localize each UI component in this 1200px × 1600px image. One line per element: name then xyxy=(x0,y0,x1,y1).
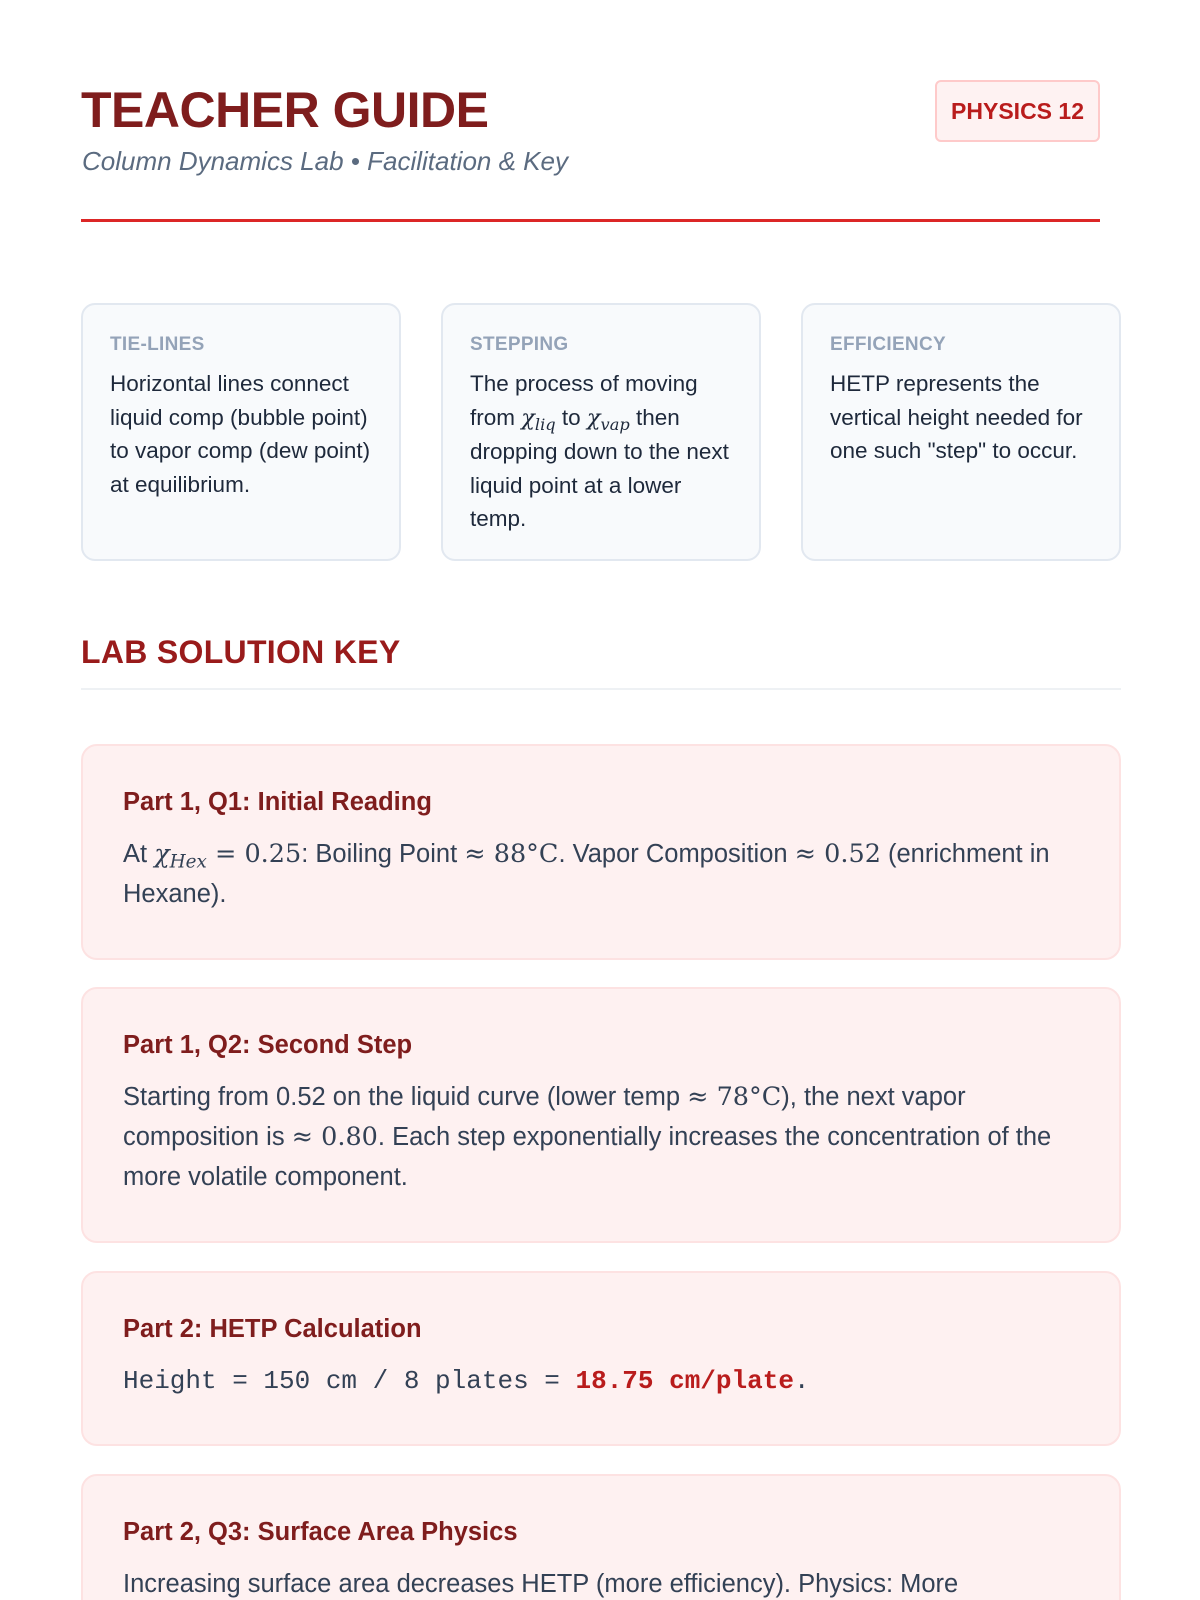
concept-cards xyxy=(81,303,1121,561)
page-subtitle: Column Dynamics Lab • Facilitation & Key xyxy=(82,146,568,176)
page-title: TEACHER GUIDE xyxy=(81,82,489,138)
answer-text: At $\chi_{Hex} = 0.25$: Boiling Point ≈ 88°C. Vapor Composition ≈ 0.52 (enrichment in Hexane). xyxy=(123,839,1050,908)
concept-label: STEPPING xyxy=(470,334,569,355)
subject-badge: PHYSICS 12 xyxy=(935,80,1100,142)
answer-card-part2-q3 xyxy=(81,1474,1121,1600)
text-fragment: The process of moving from xyxy=(470,371,698,430)
answer-title: Part 1, Q1: Initial Reading xyxy=(123,788,432,816)
hetp-result: 18.75 cm/plate xyxy=(575,1366,794,1396)
concept-label: EFFICIENCY xyxy=(830,334,946,355)
answer-text: Starting from 0.52 on the liquid curve (lower temp ≈ 78°C), the next vapor composition is ≈ 0.80. Each step exponentially increases the concentration of the more volatile component. xyxy=(123,1082,1052,1191)
math-chi-hex: $\chi_{Hex}$ xyxy=(154,839,207,873)
math-chi-vap: $\chi_{vap}$ xyxy=(586,404,630,434)
concept-text: HETP represents the vertical height needed for one such "step" to occur. xyxy=(830,371,1083,463)
concept-card-stepping xyxy=(441,303,761,561)
concept-text: Horizontal lines connect liquid comp (bubble point) to vapor comp (dew point) at equilibrium. xyxy=(110,371,371,497)
math-chi-liq: $\chi_{liq}$ xyxy=(521,404,556,434)
answer-text: Increasing surface area decreases HETP (more efficiency). Physics: More xyxy=(123,1570,959,1598)
page-header xyxy=(81,0,1100,222)
section-title: LAB SOLUTION KEY xyxy=(81,634,401,670)
concept-card-tie-lines xyxy=(81,303,401,561)
concept-card-efficiency xyxy=(801,303,1121,561)
answer-card-part1-q1 xyxy=(81,744,1121,960)
text-fragment: then dropping down to the next liquid point at a lower temp. xyxy=(470,404,729,531)
concept-label: TIE-LINES xyxy=(110,334,205,355)
concept-text xyxy=(470,367,733,536)
answer-title: Part 1, Q2: Second Step xyxy=(123,1031,413,1059)
answer-title: Part 2, Q3: Surface Area Physics xyxy=(123,1518,518,1546)
section-divider xyxy=(81,688,1121,690)
answer-card-part1-q2 xyxy=(81,987,1121,1243)
answer-title: Part 2: HETP Calculation xyxy=(123,1315,422,1343)
hetp-calculation: Height = 150 cm / 8 plates = 18.75 cm/plate. xyxy=(123,1366,810,1396)
answer-card-part2-hetp xyxy=(81,1271,1121,1446)
text-fragment: to xyxy=(555,404,587,430)
